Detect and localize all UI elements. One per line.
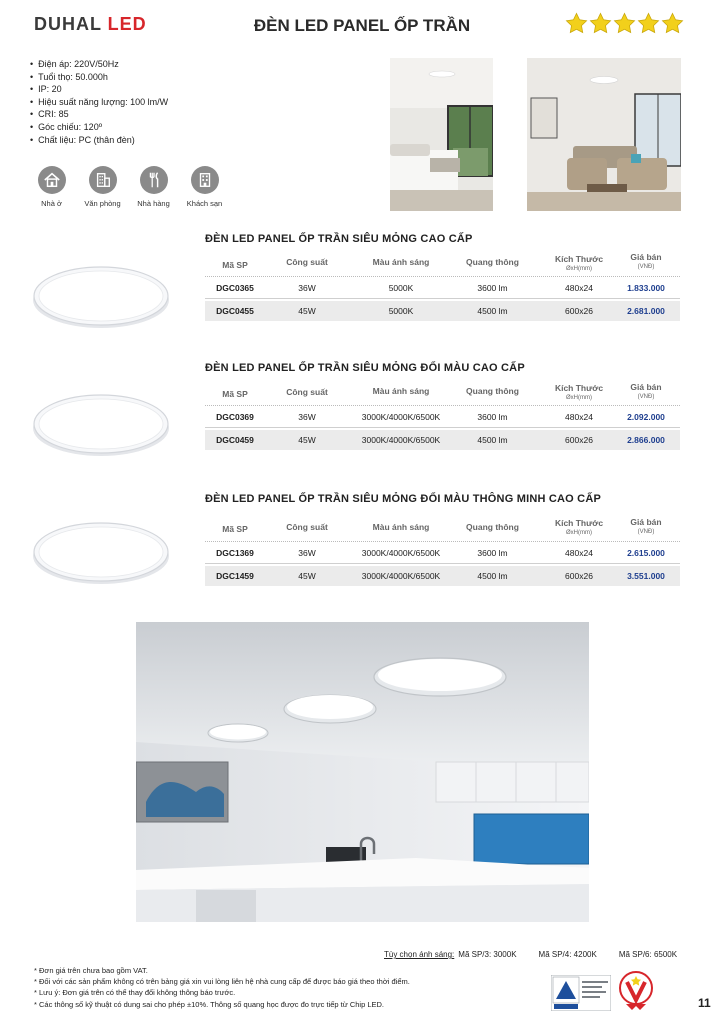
section-title: ĐÈN LED PANEL ỐP TRẦN SIÊU MỎNG ĐỔI MÀU CAO CẤP: [205, 362, 525, 374]
col-code-header: Mã SP: [222, 524, 248, 534]
spec-item: • Tuổi thọ: 50.000h: [30, 71, 168, 84]
spec-item: • Góc chiếu: 120º: [30, 121, 168, 134]
col-price-label: Giá bán: [630, 382, 662, 392]
col-size-sub: ØxH(mm): [566, 395, 592, 401]
star-icon: [589, 12, 612, 35]
hotel-icon: [196, 171, 214, 189]
app-restaurant: [132, 166, 175, 208]
row-size: 600x26: [565, 306, 593, 316]
header-divider: [205, 541, 680, 542]
color-option: Mã SP/4: 4200K: [538, 950, 597, 959]
row-power: 45W: [298, 435, 316, 445]
row-code: DGC1369: [216, 548, 254, 558]
col-price-sub: (VNĐ): [637, 394, 655, 400]
row-lumen: 3600 lm: [477, 548, 508, 558]
page-title: ĐÈN LED PANEL ỐP TRẦN: [253, 16, 471, 35]
col-size-header: [544, 254, 614, 272]
spec-item: • Chất liệu: PC (thân đèn): [30, 134, 168, 147]
row-lumen: 4500 lm: [477, 435, 508, 445]
row-price: 3.551.000: [627, 571, 665, 581]
row-price: 2.615.000: [627, 548, 665, 558]
col-price-header: [617, 517, 675, 535]
office-building-icon: [94, 171, 112, 189]
col-power-header: Công suất: [286, 257, 328, 267]
kitchen-photo: [136, 622, 589, 922]
panel-light-image: [30, 518, 172, 591]
col-power-header: Công suất: [286, 522, 328, 532]
row-color: 3000K/4000K/6500K: [361, 571, 441, 581]
footnote: * Các thông số kỹ thuật có dung sai cho phép ±10%. Thông số quang học được đo trực tiếp từ Chip LED.: [34, 999, 384, 1009]
table-row: [205, 278, 680, 299]
header-divider: [205, 276, 680, 277]
row-power: 36W: [298, 283, 316, 293]
house-icon: [43, 171, 61, 189]
row-color: 5000K: [388, 306, 414, 316]
table-row: [205, 543, 680, 564]
app-label: Nhà ở: [41, 199, 62, 208]
star-icon: [637, 12, 660, 35]
col-code-header: Mã SP: [222, 260, 248, 270]
bedroom-photo: [390, 58, 493, 211]
col-code-header: Mã SP: [222, 389, 248, 399]
row-code: DGC1459: [216, 571, 254, 581]
brand-name: DUHAL: [34, 14, 108, 34]
app-label: Văn phòng: [84, 199, 121, 208]
col-price-sub: (VNĐ): [637, 529, 655, 535]
panel-light-image: [30, 390, 172, 463]
row-price: 2.092.000: [627, 412, 665, 422]
fork-knife-icon: [145, 171, 163, 189]
footnote: * Đơn giá trên chưa bao gồm VAT.: [34, 966, 148, 975]
footnote: * Đối với các sản phẩm không có trên bảng giá xin vui lòng liên hệ nhà cung cấp để được báo giá theo thời điểm.: [34, 977, 410, 987]
col-power-header: Công suất: [286, 387, 328, 397]
col-lumen-header: Quang thông: [466, 257, 519, 267]
color-options-label: Tùy chọn ánh sáng:: [384, 950, 455, 959]
section-title: ĐÈN LED PANEL ỐP TRẦN SIÊU MỎNG CAO CẤP: [205, 233, 473, 245]
col-size-header: [544, 383, 614, 401]
row-power: 36W: [298, 548, 316, 558]
row-lumen: 3600 lm: [477, 283, 508, 293]
vietnam-quality-badge-logo: [618, 970, 654, 1017]
color-options: [384, 950, 677, 959]
table-row: [205, 430, 680, 450]
spec-item: • Hiệu suất năng lượng: 100 lm/W: [30, 96, 168, 109]
row-size: 480x24: [565, 412, 593, 422]
col-size-sub: ØxH(mm): [566, 266, 592, 272]
app-office: [81, 166, 124, 208]
row-size: 480x24: [565, 548, 593, 558]
row-lumen: 3600 lm: [477, 412, 508, 422]
app-label: Khách sạn: [186, 199, 223, 208]
table-row: [205, 407, 680, 428]
table-row: [205, 566, 680, 586]
col-price-label: Giá bán: [630, 252, 662, 262]
row-lumen: 4500 lm: [477, 306, 508, 316]
star-icon: [565, 12, 588, 35]
panel-light-image: [30, 262, 172, 335]
row-power: 45W: [298, 306, 316, 316]
row-color: 3000K/4000K/6500K: [361, 412, 441, 422]
star-icon: [661, 12, 684, 35]
row-code: DGC0369: [216, 412, 254, 422]
app-home: [30, 166, 73, 208]
spec-item: • IP: 20: [30, 83, 168, 96]
row-size: 600x26: [565, 571, 593, 581]
table-row: [205, 301, 680, 321]
page-number: 11: [698, 996, 711, 1010]
col-price-label: Giá bán: [630, 517, 662, 527]
row-color: 3000K/4000K/6500K: [361, 435, 441, 445]
col-size-header: [544, 518, 614, 536]
row-color: 5000K: [388, 283, 414, 293]
row-power: 36W: [298, 412, 316, 422]
row-price: 2.866.000: [627, 435, 665, 445]
footnotes: [34, 965, 410, 1010]
col-size-label: Kích Thước: [554, 254, 604, 264]
row-price: 2.681.000: [627, 306, 665, 316]
row-price: 1.833.000: [627, 283, 665, 293]
col-price-header: [617, 382, 675, 400]
brand-led: LED: [107, 14, 147, 34]
col-color-header: Màu ánh sáng: [372, 386, 430, 396]
app-label: Nhà hàng: [137, 199, 170, 208]
col-size-sub: ØxH(mm): [566, 530, 592, 536]
row-code: DGC0365: [216, 283, 254, 293]
color-option: Mã SP/6: 6500K: [618, 950, 678, 959]
header-divider: [205, 405, 680, 406]
col-lumen-header: Quang thông: [466, 522, 519, 532]
spec-list: [30, 58, 168, 146]
application-icons: [30, 166, 226, 208]
col-size-label: Kích Thước: [554, 518, 604, 528]
row-code: DGC0455: [216, 306, 254, 316]
row-size: 600x26: [565, 435, 593, 445]
col-color-header: Màu ánh sáng: [372, 257, 430, 267]
star-icon: [613, 12, 636, 35]
row-color: 3000K/4000K/6500K: [361, 548, 441, 558]
color-option: Mã SP/3: 3000K: [458, 950, 517, 959]
col-price-sub: (VNĐ): [637, 264, 655, 270]
col-color-header: Màu ánh sáng: [372, 522, 430, 532]
col-size-label: Kích Thước: [554, 383, 604, 393]
rating-stars: [565, 12, 684, 35]
col-lumen-header: Quang thông: [466, 386, 519, 396]
spec-item: • Điện áp: 220V/50Hz: [30, 58, 168, 71]
tuv-certification-logo: [551, 975, 611, 1016]
section-title: ĐÈN LED PANEL ỐP TRẦN SIÊU MỎNG ĐỔI MÀU THÔNG MINH CAO CẤP: [205, 493, 602, 505]
row-size: 480x24: [565, 283, 593, 293]
row-lumen: 4500 lm: [477, 571, 508, 581]
row-code: DGC0459: [216, 435, 254, 445]
footnote: * Lưu ý: Đơn giá trên có thể thay đổi không thông báo trước.: [34, 988, 236, 998]
col-price-header: [617, 252, 675, 270]
spec-item: • CRI: 85: [30, 108, 168, 121]
app-hotel: [183, 166, 226, 208]
living-room-photo: [527, 58, 681, 211]
row-power: 45W: [298, 571, 316, 581]
